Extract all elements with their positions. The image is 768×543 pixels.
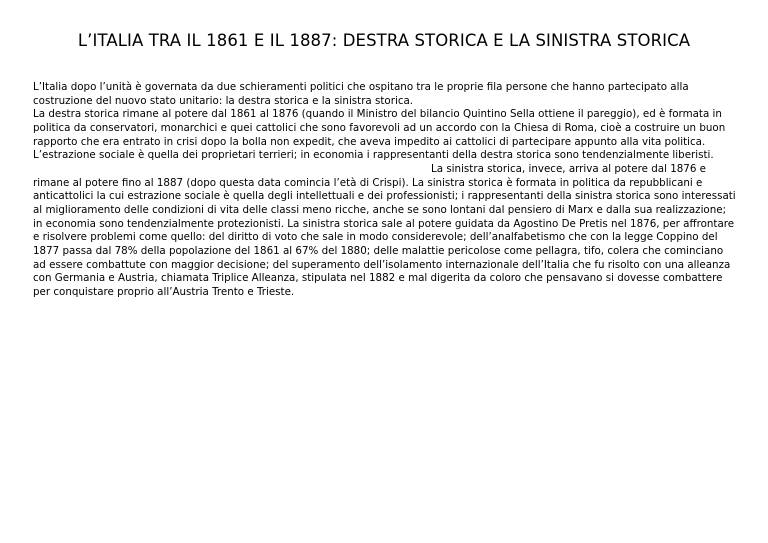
paragraph-sinistra-text: La sinistra storica, invece, arriva al potere dal 1876 e rimane al potere fino al 1887 (dopo questa data comincia l’età di Crispi). La sinistra storica è formata in politica da repubblicani e anticattolici la cui estrazione sociale è quella degli intellettuali e dei professionisti; i rappresentanti della sinistra storica sono interessati al miglioramento delle condizioni di vita delle classi meno ricche, anche se sono lontani dal pensiero di Marx e dalla sua realizzazione; in economia sono tendenzialmente protezionisti. La sinistra storica sale al potere guidata da Agostino De Pretis nel 1876, per affrontare e risolvere problemi come quello: del diritto di voto che sale in modo considerevole; dell’analfabetismo che con la legge Coppino del 1877 passa dal 78% della popolazione del 1861 al 67% del 1880; delle malattie pericolose come pellagra, tifo, colera che cominciano ad essere combattute con maggior decisione; del superamento dell’isolamento internazionale dell’Italia che fu risolto con una alleanza con Germania e Austria, chiamata Triplice Alleanza, stipulata nel 1882 e mal digerita da coloro che pensavano si dovesse combattere per conquistare proprio all’Austria Trento e Trieste. [33,162,736,298]
document-body [33,81,737,300]
page-title: L’ITALIA TRA IL 1861 E IL 1887: DESTRA STORICA E LA SINISTRA STORICA [77,31,691,50]
paragraph-destra-storica [33,108,737,299]
paragraph-intro: L’Italia dopo l’unità è governata da due schieramenti politici che ospitano tra le proprie fila persone che hanno partecipato alla costruzione del nuovo stato unitario: la destra storica e la sinistra storica. [33,81,689,107]
paragraph-destra-text: La destra storica rimane al potere dal 1861 al 1876 (quando il Ministro del bilancio Quintino Sella ottiene il pareggio), ed è formata in politica da conservatori, monarchici e quei cattolici che sono favorevoli ad un accordo con la Chiesa di Roma, cioè a costruire un buon rapporto che era entrato in crisi dopo la bolla non expedit, che aveva impedito ai cattolici di partecipare appunto alla vita politica. L’estrazione sociale è quella dei proprietari terrieri; in economia i rappresentanti della destra storica sono tendenzialmente liberisti. [33,108,726,162]
